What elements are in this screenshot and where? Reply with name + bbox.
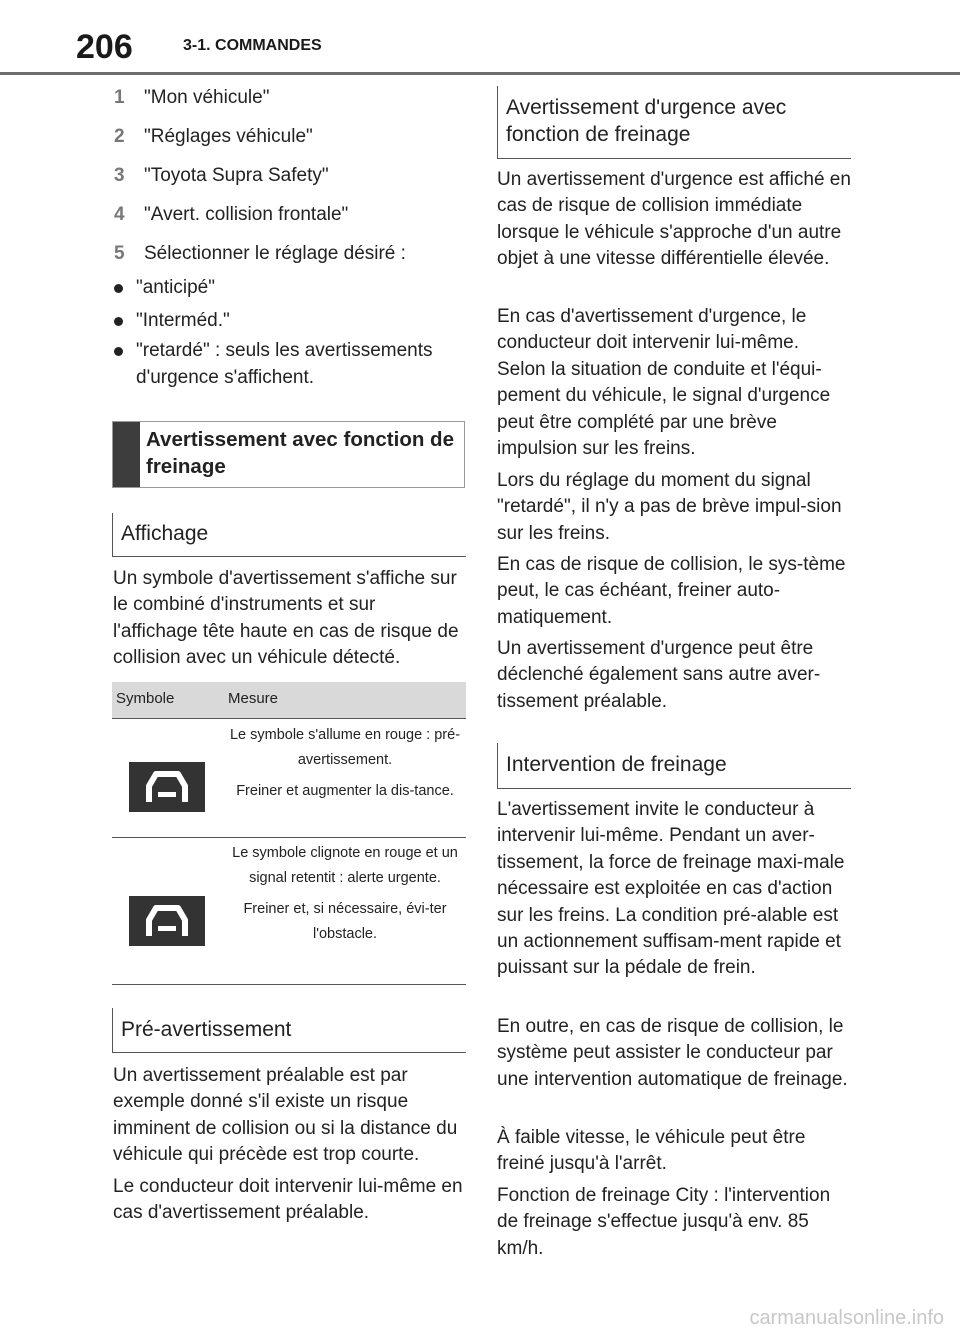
step-item	[114, 126, 313, 148]
step-text: "Réglages véhicule"	[144, 126, 313, 147]
pre-warning-heading	[112, 1008, 466, 1053]
page-number: 206	[76, 28, 133, 66]
measure-line: Le symbole s'allume en rouge : pré-avertissement.	[229, 727, 461, 768]
option-item	[114, 308, 456, 335]
chapter-title: 3-1. COMMANDES	[183, 37, 322, 54]
measure-cell	[228, 723, 462, 804]
option-text: "anticipé"	[136, 277, 215, 298]
step-number: 5	[114, 243, 125, 264]
affichage-paragraph: Un symbole d'avertissement s'affiche sur le combiné d'instruments et sur l'affichage tête haute en cas de risque de collision avec un véhicule détecté.	[113, 568, 459, 669]
header-mesure: Mesure	[228, 690, 279, 707]
header-symbole: Symbole	[116, 690, 175, 707]
intervention-heading-text: Intervention de freinage	[506, 753, 727, 776]
bullet-icon	[114, 284, 123, 293]
option-text: "retardé" : seuls les avertissements d'urgence s'affichent.	[136, 340, 433, 388]
urgence-heading-text: Avertissement d'urgence avec fonction de freinage	[506, 96, 787, 146]
pre-warning-paragraph: Un avertissement préalable est par exemple donné s'il existe un risque imminent de collision ou si la distance du véhicule qui précède est trop courte.	[113, 1065, 458, 1166]
section-title: Avertissement avec fonction de freinage	[146, 428, 454, 478]
step-text: "Avert. collision frontale"	[144, 204, 349, 225]
watermark: carmanualsonline.info	[749, 1307, 944, 1329]
urgence-paragraph: En cas d'avertissement d'urgence, le conducteur doit intervenir lui-même. Selon la situation de conduite et l'équi-pement du véhicule, le signal d'urgence peut être complété par une brève impulsion sur les freins.	[497, 306, 831, 460]
step-text: Sélectionner le réglage désiré :	[144, 243, 406, 264]
urgence-paragraph: Un avertissement d'urgence peut être déclenché également sans autre aver-tissement préalable.	[497, 638, 821, 712]
pre-warning-paragraph: Le conducteur doit intervenir lui-même en cas d'avertissement préalable.	[113, 1176, 463, 1224]
step-item	[114, 165, 329, 187]
step-number: 4	[114, 204, 125, 225]
intervention-paragraph: L'avertissement invite le conducteur à intervenir lui-même. Pendant un aver-tissement, la force de freinage maxi-male nécessaire est exploitée en cas d'action sur les freins. La condition pré-alable est un actionnement suffisam-ment rapide et puissant sur la pédale de frein.	[497, 799, 845, 979]
step-number: 2	[114, 126, 125, 147]
vehicle-warning-flashing-icon	[129, 896, 205, 946]
header-divider	[0, 72, 960, 75]
option-item	[114, 275, 456, 302]
measure-line: Freiner et, si nécessaire, évi-ter l'obstacle.	[243, 901, 447, 942]
urgence-paragraph: En cas de risque de collision, le sys-tème peut, le cas échéant, freiner auto-matiquement.	[497, 554, 846, 628]
affichage-heading-text: Affichage	[121, 522, 209, 545]
vehicle-warning-icon	[129, 762, 205, 812]
section-heading-bar	[113, 422, 140, 487]
intervention-paragraph: À faible vitesse, le véhicule peut être freiné jusqu'à l'arrêt.	[497, 1127, 806, 1175]
bullet-icon	[114, 317, 123, 326]
intervention-heading	[497, 743, 851, 789]
pre-warning-heading-text: Pré-avertissement	[121, 1018, 292, 1041]
table-row	[112, 838, 466, 985]
option-text: "Interméd."	[136, 310, 230, 331]
step-text: "Toyota Supra Safety"	[144, 165, 329, 186]
measure-line: Le symbole clignote en rouge et un signal retentit : alerte urgente.	[232, 845, 458, 886]
step-item	[114, 204, 348, 226]
section-heading-box	[112, 421, 465, 488]
intervention-paragraph: En outre, en cas de risque de collision, le système peut assister le conducteur par une intervention automatique de freinage.	[497, 1016, 848, 1090]
affichage-heading	[112, 513, 466, 557]
table-row	[112, 719, 466, 838]
bullet-icon	[114, 347, 123, 356]
option-item	[114, 338, 456, 391]
urgence-paragraph: Lors du réglage du moment du signal "retardé", il n'y a pas de brève impul-sion sur les freins.	[497, 470, 842, 544]
step-item	[114, 87, 269, 109]
urgence-heading	[497, 86, 851, 159]
table-header	[112, 682, 466, 719]
measure-line: Freiner et augmenter la dis-tance.	[236, 783, 454, 799]
step-item	[114, 243, 406, 265]
step-text: "Mon véhicule"	[144, 87, 270, 108]
step-number: 1	[114, 87, 125, 108]
measure-cell	[228, 841, 462, 947]
step-number: 3	[114, 165, 125, 186]
intervention-paragraph: Fonction de freinage City : l'intervention de freinage s'effectue jusqu'à env. 85 km/h.	[497, 1185, 831, 1259]
urgence-paragraph: Un avertissement d'urgence est affiché en cas de risque de collision immédiate lorsque le véhicule s'approche d'un autre objet à une vitesse différentielle élevée.	[497, 169, 851, 270]
